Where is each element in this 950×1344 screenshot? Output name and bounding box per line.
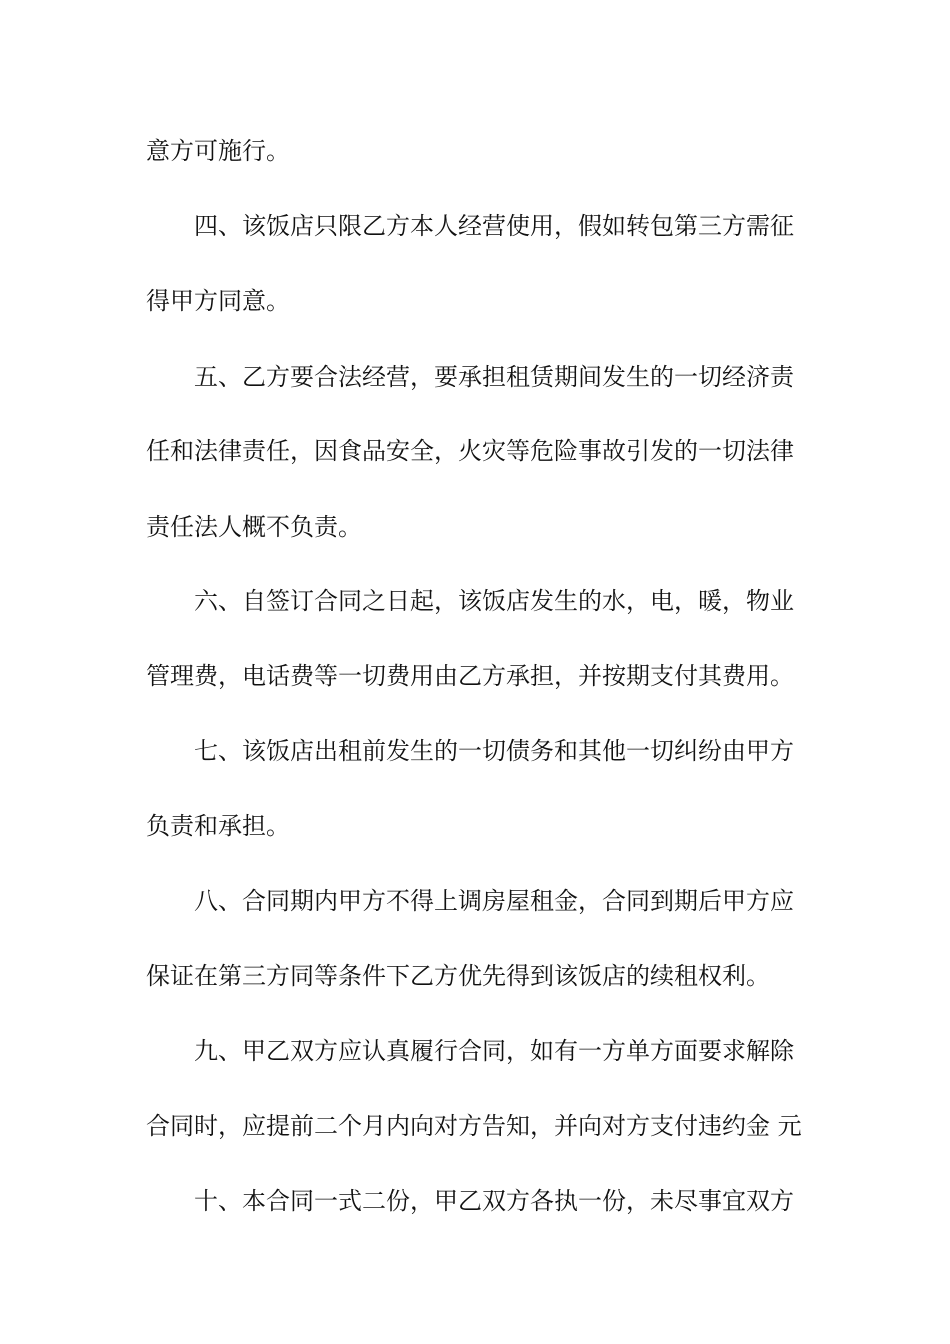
clause-5-line-2: 任和法律责任，因食品安全，火灾等危险事故引发的一切法律	[146, 437, 794, 465]
clause-6-line-1: 六、自签订合同之日起，该饭店发生的水，电，暖，物业	[194, 587, 794, 615]
clause-9-line-2: 合同时，应提前二个月内向对方告知，并向对方支付违约金 元	[146, 1112, 802, 1140]
clause-7-line-1: 七、该饭店出租前发生的一切债务和其他一切纠纷由甲方	[194, 737, 794, 765]
clause-10-line-1: 十、本合同一式二份，甲乙双方各执一份，未尽事宜双方	[194, 1187, 794, 1215]
clause-5-line-3: 责任法人概不负责。	[146, 513, 362, 541]
clause-6-line-2: 管理费，电话费等一切费用由乙方承担，并按期支付其费用。	[146, 662, 794, 690]
clause-5-line-1: 五、乙方要合法经营，要承担租赁期间发生的一切经济责	[194, 363, 794, 391]
clause-9-line-1: 九、甲乙双方应认真履行合同，如有一方单方面要求解除	[194, 1037, 794, 1065]
clause-8-line-1: 八、合同期内甲方不得上调房屋租金，合同到期后甲方应	[194, 887, 794, 915]
clause-8-line-2: 保证在第三方同等条件下乙方优先得到该饭店的续租权利。	[146, 962, 770, 990]
clause-4-line-2: 得甲方同意。	[146, 287, 290, 315]
clause-7-line-2: 负责和承担。	[146, 812, 290, 840]
clause-4-line-1: 四、该饭店只限乙方本人经营使用，假如转包第三方需征	[194, 212, 794, 240]
text-line-1: 意方可施行。	[146, 137, 290, 165]
